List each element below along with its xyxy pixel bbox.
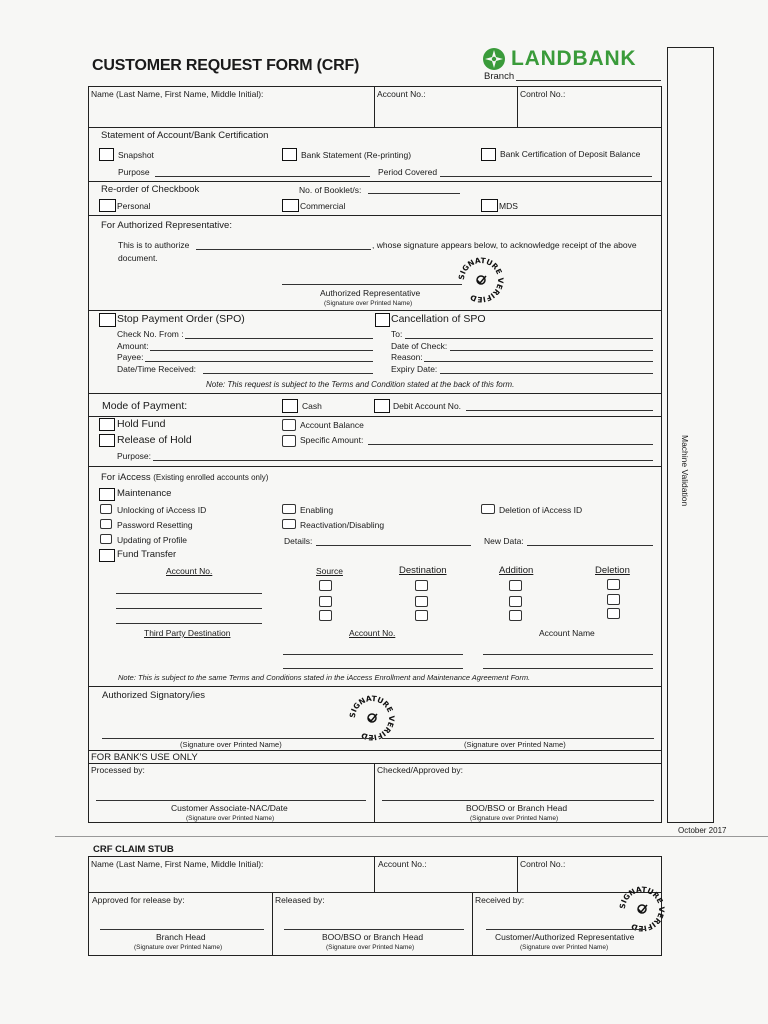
- signatory-line-a[interactable]: [102, 738, 374, 739]
- stamp-text-1: SIGNATURE VERIFIED: [457, 257, 505, 303]
- authorize-text-c: document.: [118, 253, 158, 263]
- debit-account-line[interactable]: [466, 410, 653, 411]
- soa-purpose-label: Purpose: [118, 167, 150, 177]
- release-hold-checkbox[interactable]: [99, 434, 115, 447]
- stub-received-line[interactable]: [486, 929, 646, 930]
- stub-account-label: Account No.:: [378, 859, 427, 869]
- booklets-line[interactable]: [368, 193, 460, 194]
- checked-sig-line[interactable]: [382, 800, 654, 801]
- payment-purpose-label: Purpose:: [117, 451, 152, 461]
- checkbook-heading: Re-order of Checkbook: [101, 184, 200, 195]
- stub-customer: Customer/Authorized Representative: [495, 932, 635, 942]
- reason-line[interactable]: [424, 361, 653, 362]
- svg-text:SIGNATURE VERIFIED: [348, 695, 396, 741]
- password-label: Password Resetting: [117, 520, 193, 530]
- account-name-label: Account Name: [539, 628, 595, 638]
- stub-heading: CRF CLAIM STUB: [93, 844, 174, 855]
- col-destination-header: Destination: [399, 565, 447, 576]
- bank-statement-checkbox[interactable]: [282, 148, 297, 161]
- destination-checkbox-2[interactable]: [415, 596, 428, 607]
- account-field[interactable]: [376, 100, 515, 125]
- ca-label: Customer Associate-NAC/Date: [171, 803, 288, 813]
- new-data-line[interactable]: [527, 545, 653, 546]
- control-field[interactable]: [519, 100, 660, 125]
- expiry-line[interactable]: [440, 373, 653, 374]
- bank-statement-label: Bank Statement (Re-printing): [301, 150, 412, 160]
- processed-label: Processed by:: [91, 765, 145, 775]
- to-label: To:: [391, 329, 403, 339]
- branch-label: Branch: [484, 71, 515, 82]
- authorize-text-b: , whose signature appears below, to acknowledge receipt of the above: [372, 240, 637, 250]
- period-label: Period Covered: [378, 167, 438, 177]
- svg-text:SIGNATURE VERIFIED: [457, 257, 505, 303]
- account-row-2[interactable]: [116, 608, 262, 609]
- check-from-line[interactable]: [185, 338, 373, 339]
- new-data-label: New Data:: [484, 536, 524, 546]
- signatory-sub-b: (Signature over Printed Name): [464, 740, 566, 749]
- col-source-header: Source: [316, 566, 343, 576]
- source-checkbox-2[interactable]: [319, 596, 332, 607]
- password-checkbox[interactable]: [100, 519, 112, 529]
- deletion-checkbox-3[interactable]: [607, 608, 620, 619]
- page-title: CUSTOMER REQUEST FORM (CRF): [92, 57, 360, 74]
- addition-checkbox-2[interactable]: [509, 596, 522, 607]
- signatory-heading: Authorized Signatory/ies: [102, 690, 205, 701]
- booklets-label: No. of Booklet/s:: [299, 185, 362, 195]
- fund-transfer-label: Fund Transfer: [117, 549, 177, 560]
- third-party-name-line-2[interactable]: [483, 668, 653, 669]
- stamp-text-2: SIGNATURE VERIFIED: [348, 695, 396, 741]
- ca-sub: (Signature over Printed Name): [186, 815, 275, 822]
- source-checkbox-3[interactable]: [319, 610, 332, 621]
- third-party-account-line-1[interactable]: [283, 654, 463, 655]
- stub-boo: BOO/BSO or Branch Head: [322, 932, 424, 942]
- addition-checkbox-1[interactable]: [509, 580, 522, 591]
- snapshot-label: Snapshot: [118, 150, 154, 160]
- auth-rep-sig-sub: (Signature over Printed Name): [324, 300, 413, 307]
- auth-rep-sig-label: Authorized Representative: [320, 288, 421, 298]
- enabling-checkbox[interactable]: [282, 504, 296, 514]
- amount-line[interactable]: [150, 350, 373, 351]
- payee-line[interactable]: [145, 361, 373, 362]
- boo-label: BOO/BSO or Branch Head: [466, 803, 568, 813]
- iaccess-heading-note: (Existing enrolled accounts only): [153, 473, 269, 482]
- cash-label: Cash: [302, 401, 322, 411]
- machine-validation-label: Machine Validation: [680, 435, 690, 507]
- specific-amount-label: Specific Amount:: [300, 435, 364, 445]
- landbank-logo-icon: [482, 47, 506, 71]
- mode-of-payment-label: Mode of Payment:: [102, 400, 188, 412]
- details-label: Details:: [284, 536, 313, 546]
- check-from-label: Check No. From :: [117, 329, 184, 339]
- destination-checkbox-3[interactable]: [415, 610, 428, 621]
- processed-sig-line[interactable]: [96, 800, 366, 801]
- specific-amount-checkbox[interactable]: [282, 435, 296, 447]
- third-party-label: Third Party Destination: [144, 628, 231, 638]
- snapshot-checkbox[interactable]: [99, 148, 114, 161]
- payment-purpose-line[interactable]: [153, 460, 653, 461]
- deletion-checkbox-2[interactable]: [607, 594, 620, 605]
- third-party-name-line-1[interactable]: [483, 654, 653, 655]
- stamp-text-3: SIGNATURE VERIFIED: [618, 886, 666, 932]
- datetime-label: Date/Time Received:: [117, 364, 197, 374]
- form-date: October 2017: [678, 826, 727, 835]
- expiry-label: Expiry Date:: [391, 364, 438, 374]
- cancel-spo-heading: Cancellation of SPO: [391, 313, 486, 325]
- signatory-line-b[interactable]: [382, 738, 654, 739]
- bank-cert-checkbox[interactable]: [481, 148, 496, 161]
- signature-verified-stamp: [457, 257, 505, 308]
- hold-fund-label: Hold Fund: [117, 418, 166, 430]
- auth-rep-heading: For Authorized Representative:: [101, 220, 232, 231]
- account-balance-checkbox[interactable]: [282, 419, 296, 431]
- addition-checkbox-3[interactable]: [509, 610, 522, 621]
- reactivation-checkbox[interactable]: [282, 519, 296, 529]
- release-hold-label: Release of Hold: [117, 434, 192, 446]
- account-row-3[interactable]: [116, 623, 262, 624]
- maintenance-label: Maintenance: [117, 488, 172, 499]
- iaccess-heading: [101, 472, 268, 483]
- account-no-2-label: Account No.: [349, 628, 396, 638]
- stub-received-label: Received by:: [475, 895, 525, 905]
- stub-branch-head: Branch Head: [156, 932, 206, 942]
- source-checkbox-1[interactable]: [319, 580, 332, 591]
- date-check-line[interactable]: [450, 350, 653, 351]
- iaccess-note: Note: This is subject to the same Terms and Conditions stated in the iAccess Enrollment and Maintenance Agreement Form.: [118, 673, 531, 682]
- deletion-id-checkbox[interactable]: [481, 504, 495, 514]
- authorize-name-line[interactable]: [196, 249, 371, 250]
- control-label: Control No.:: [520, 89, 566, 99]
- cancel-spo-checkbox[interactable]: [375, 313, 390, 327]
- updating-checkbox[interactable]: [100, 534, 112, 544]
- commercial-checkbox[interactable]: [282, 199, 299, 212]
- datetime-line[interactable]: [203, 373, 373, 374]
- debit-label: Debit Account No.: [393, 401, 462, 411]
- stub-sig-sub-3: (Signature over Printed Name): [520, 944, 609, 951]
- stub-approved-line[interactable]: [100, 929, 264, 930]
- stub-name-label: Name (Last Name, First Name, Middle Initial):: [91, 859, 264, 869]
- soa-heading: Statement of Account/Bank Certification: [101, 130, 269, 141]
- stub-released-label: Released by:: [275, 895, 325, 905]
- boo-sub: (Signature over Printed Name): [470, 815, 559, 822]
- stop-payment-checkbox[interactable]: [99, 313, 116, 327]
- period-line[interactable]: [440, 176, 652, 177]
- col-deletion-header: Deletion: [595, 565, 630, 576]
- deletion-checkbox-1[interactable]: [607, 579, 620, 590]
- machine-validation-box: [667, 47, 714, 823]
- unlocking-label: Unlocking of iAccess ID: [117, 505, 207, 515]
- mds-checkbox[interactable]: [481, 199, 498, 212]
- name-label: Name (Last Name, First Name, Middle Initial):: [91, 89, 264, 99]
- stub-approved-label: Approved for release by:: [92, 895, 185, 905]
- signatory-sub-a: (Signature over Printed Name): [180, 740, 282, 749]
- account-label: Account No.:: [377, 89, 426, 99]
- svg-text:SIGNATURE VERIFIED: [618, 886, 666, 932]
- brand-name: LANDBANK: [511, 47, 637, 70]
- bank-use-heading: FOR BANK'S USE ONLY: [91, 752, 198, 763]
- account-balance-label: Account Balance: [300, 420, 364, 430]
- reactivation-label: Reactivation/Disabling: [300, 520, 385, 530]
- stub-sig-sub-2: (Signature over Printed Name): [326, 944, 415, 951]
- bank-cert-label: Bank Certification of Deposit Balance: [500, 149, 641, 159]
- col-addition-header: Addition: [499, 565, 534, 576]
- auth-rep-sig-line[interactable]: [282, 284, 462, 285]
- personal-checkbox[interactable]: [99, 199, 116, 212]
- fund-transfer-checkbox[interactable]: [99, 549, 115, 562]
- destination-checkbox-1[interactable]: [415, 580, 428, 591]
- stub-sig-sub-1: (Signature over Printed Name): [134, 944, 223, 951]
- amount-label: Amount:: [117, 341, 149, 351]
- cash-checkbox[interactable]: [282, 399, 298, 413]
- maintenance-checkbox[interactable]: [99, 488, 115, 501]
- col-account-header: Account No.: [166, 566, 213, 576]
- enabling-label: Enabling: [300, 505, 334, 515]
- mds-label: MDS: [499, 201, 518, 211]
- commercial-label: Commercial: [300, 201, 346, 211]
- name-field[interactable]: [90, 100, 372, 125]
- reason-label: Reason:: [391, 352, 423, 362]
- debit-checkbox[interactable]: [374, 399, 390, 413]
- account-row-1[interactable]: [116, 593, 262, 594]
- stop-payment-heading: Stop Payment Order (SPO): [117, 313, 245, 325]
- authorize-text-a: This is to authorize: [118, 240, 190, 250]
- spo-note: Note: This request is subject to the Terms and Condition stated at the back of this form.: [206, 380, 515, 389]
- stub-released-line[interactable]: [284, 929, 464, 930]
- date-check-label: Date of Check:: [391, 341, 448, 351]
- payee-label: Payee:: [117, 352, 144, 362]
- specific-amount-line[interactable]: [368, 444, 653, 445]
- personal-label: Personal: [117, 201, 151, 211]
- updating-label: Updating of Profile: [117, 535, 187, 545]
- iaccess-heading-text: For iAccess: [101, 472, 151, 483]
- unlocking-checkbox[interactable]: [100, 504, 112, 514]
- to-line[interactable]: [405, 338, 653, 339]
- soa-purpose-line[interactable]: [155, 176, 370, 177]
- third-party-account-line-2[interactable]: [283, 668, 463, 669]
- deletion-id-label: Deletion of iAccess ID: [499, 505, 583, 515]
- checked-label: Checked/Approved by:: [377, 765, 463, 775]
- stub-control-label: Control No.:: [520, 859, 566, 869]
- details-line[interactable]: [316, 545, 471, 546]
- cut-line: [55, 836, 768, 837]
- hold-fund-checkbox[interactable]: [99, 418, 115, 431]
- branch-line[interactable]: [516, 80, 661, 81]
